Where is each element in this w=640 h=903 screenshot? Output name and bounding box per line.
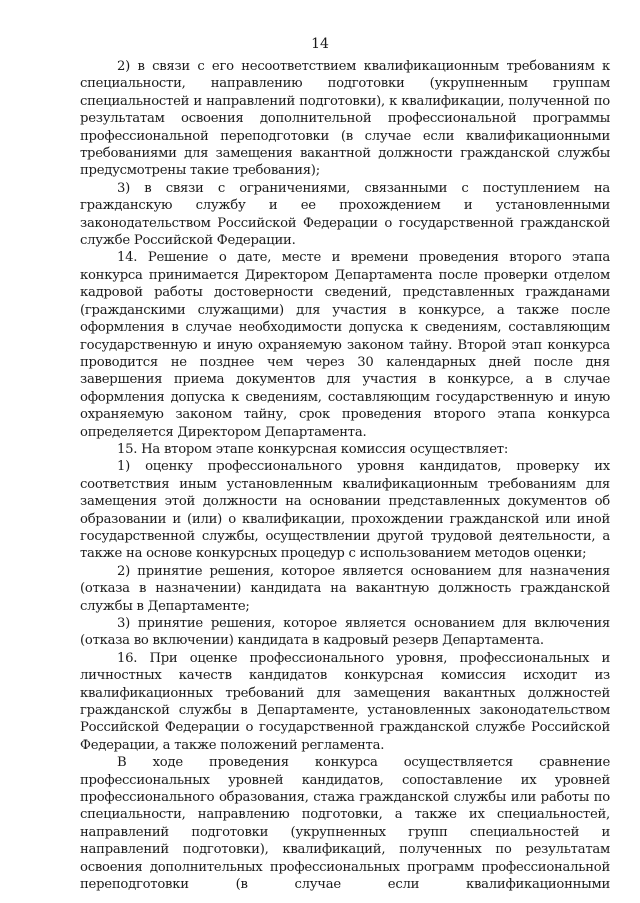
paragraph: 15. На втором этапе конкурсная комиссия осуществляет: xyxy=(117,441,509,457)
paragraph: 14. Решение о дате, месте и времени проведения второго этапа конкурса принимается Директором Департамента после проверки отделом кадровой работы достоверности сведений, представленных гражданами (гражданскими служащими) для участия в конкурсе, а также после оформления в случае необходимости допуска к сведениям, составляющим государственную и иную охраняемую законом тайну. Второй этап конкурса проводится не позднее чем через 30 календарных дней после дня завершения приема документов для участия в конкурсе, а в случае оформления допуска к сведениям, составляющим государственную и иную охраняемую законом тайну, срок проведения второго этапа конкурса определяется Директором Департамента. xyxy=(80,250,610,440)
paragraph: 16. При оценке профессионального уровня, профессиональных и личностных качеств кандидатов конкурсная комиссия исходит из квалификационных требований для замещения вакантных должностей гражданской службы в Департаменте, установленных законодательством Российской Федерации о государственной гражданской службе Российской Федерации, а также положений регламента. xyxy=(80,650,610,753)
paragraph: 1) оценку профессионального уровня кандидатов, проверку их соответствия иным установленным квалификационным требованиям для замещения этой должности на основании представленных документов об образовании и (или) о квалификации, прохождении гражданской или иной государственной службы, осуществлении другой трудовой деятельности, а также на основе конкурсных процедур с использованием методов оценки; xyxy=(80,459,610,562)
document-body xyxy=(80,58,610,894)
paragraph: 3) принятие решения, которое является основанием для включения (отказа во включении) кандидата в кадровый резерв Департамента. xyxy=(80,616,610,649)
paragraph: 3) в связи с ограничениями, связанными с поступлением на гражданскую службу и ее прохождением и установленными законодательством Российской Федерации о государственной гражданской службе Российской Федерации. xyxy=(80,180,610,249)
page-number: 14 xyxy=(311,36,329,52)
paragraph: В ходе проведения конкурса осуществляется сравнение профессиональных уровней кандидатов, сопоставление их уровней профессионального образования, стажа гражданской службы или работы по специальности, направлению подготовки, а также их специальностей, направлений подготовки (укрупненных групп специальностей и направлений подготовки), квалификаций, полученных по результатам освоения дополнительных профессиональных программ профессиональной переподготовки (в случае если квалификационными xyxy=(80,755,610,893)
paragraph: 2) в связи с его несоответствием квалификационным требованиям к специальности, направлению подготовки (укрупненным группам специальностей и направлений подготовки), к квалификации, полученной по результатам освоения дополнительной профессиональной программы профессиональной переподготовки (в случае если квалификационными требованиями для замещения вакантной должности гражданской службы предусмотрены такие требования); xyxy=(80,59,610,179)
paragraph: 2) принятие решения, которое является основанием для назначения (отказа в назначении) кандидата на вакантную должность гражданской службы в Департаменте; xyxy=(80,563,610,614)
